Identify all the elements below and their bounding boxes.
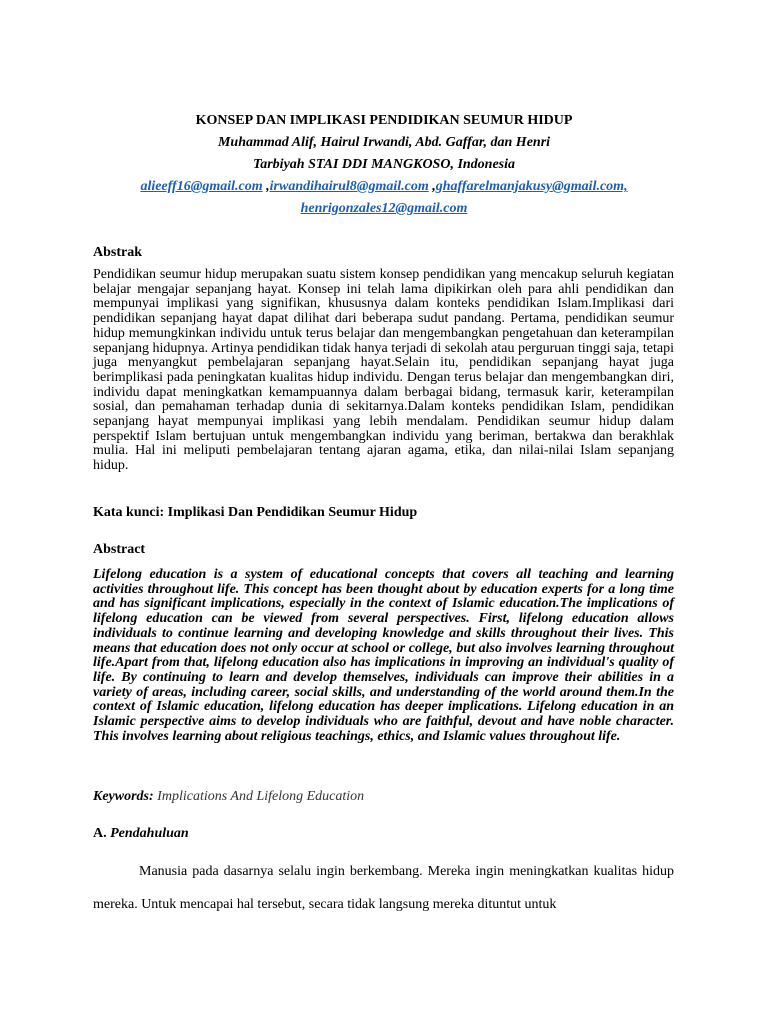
section-a-heading bbox=[93, 826, 674, 842]
keywords-line bbox=[93, 789, 674, 805]
paper-header bbox=[0, 110, 768, 220]
section-a-text: Manusia pada dasarnya selalu ingin berkembang. Mereka ingin meningkatkan kualitas hidup mereka. Untuk mencapai hal tersebut, secara tidak langsung mereka dituntut untuk bbox=[93, 864, 674, 912]
abstract-text: Lifelong education is a system of educational concepts that covers all teaching and learning activities throughout life. This concept has been thought about by education experts for a long time and has significant implications, especially in the context of Islamic education.The implications of lifelong education can be viewed from several perspectives. First, lifelong education allows individuals to continue learning and developing knowledge and skills throughout their lives. This means that education does not only occur at school or college, but also involves learning throughout life.Apart from that, lifelong education also has implications in improving an individual's quality of life. By continuing to learn and develop themselves, individuals can improve their abilities in a variety of areas, including career, social skills, and understanding of the world around them.In the context of Islamic education, lifelong education has deeper implications. Lifelong education in an Islamic perspective aims to develop individuals who are faithful, devout and have noble character. This involves learning about religious teachings, ethics, and Islamic values throughout life. bbox=[93, 567, 674, 744]
abstrak-heading: Abstrak bbox=[93, 245, 143, 260]
abstract-heading: Abstract bbox=[93, 542, 146, 557]
abstrak-text: Pendidikan seumur hidup merupakan suatu sistem konsep pendidikan yang mencakup seluruh kegiatan belajar mengajar sepanjang hayat. Konsep ini telah lama dipikirkan oleh para ahli pendidikan dan mempunyai implikasi yang signifikan, khususnya dalam konteks pendidikan Islam.Implikasi dari pendidikan sepanjang hayat dapat dilihat dari beberapa sudut pandang. Pertama, pendidikan seumur hidup memungkinkan individu untuk terus belajar dan mengembangkan pengetahuan dan keterampilan sepanjang hidupnya. Artinya pendidikan tidak hanya terjadi di sekolah atau perguruan tinggi saja, tetapi juga menyangkut pembelajaran sepanjang hayat.Selain itu, pendidikan sepanjang hayat juga berimplikasi pada peningkatan kualitas hidup individu. Dengan terus belajar dan mengembangkan diri, individu dapat meningkatkan kemampuannya dalam berbagai bidang, termasuk karir, keterampilan sosial, dan pemahaman terhadap dunia di sekitarnya.Dalam konteks pendidikan Islam, pendidikan sepanjang hayat mempunyai implikasi yang lebih mendalam. Pendidikan seumur hidup dalam perspektif Islam bertujuan untuk mengembangkan individu yang beriman, bertakwa dan berakhlak mulia. Hal ini meliputi pembelajaran tentang ajaran agama, etika, dan nilai-nilai Islam sepanjang hidup. bbox=[93, 267, 674, 474]
keywords-label: Keywords: bbox=[93, 789, 154, 804]
email-separator: , bbox=[428, 179, 436, 194]
email-separator: , bbox=[262, 179, 270, 194]
kata-kunci: Kata kunci: Implikasi Dan Pendidikan Seumur Hidup bbox=[93, 505, 418, 520]
email-link-2[interactable]: irwandihairul8@gmail.com bbox=[269, 179, 429, 194]
email-link-1[interactable]: alieeff16@gmail.com bbox=[140, 179, 263, 194]
author-list: Muhammad Alif, Hairul Irwandi, Abd. Gaffar, dan Henri bbox=[217, 135, 551, 150]
email-link-3[interactable]: ghaffarelmanjakusy@gmail.com, bbox=[435, 179, 628, 194]
section-a-label: A. bbox=[93, 826, 111, 841]
email-link-4[interactable]: henrigonzales12@gmail.com bbox=[300, 201, 468, 216]
section-a-title: Pendahuluan bbox=[110, 826, 189, 841]
affiliation: Tarbiyah STAI DDI MANGKOSO, Indonesia bbox=[252, 157, 516, 172]
email-line-2 bbox=[0, 198, 768, 220]
paper-title: KONSEP DAN IMPLIKASI PENDIDIKAN SEUMUR HIDUP bbox=[195, 113, 573, 128]
email-line-1 bbox=[0, 176, 768, 198]
keywords-value: Implications And Lifelong Education bbox=[153, 789, 365, 804]
